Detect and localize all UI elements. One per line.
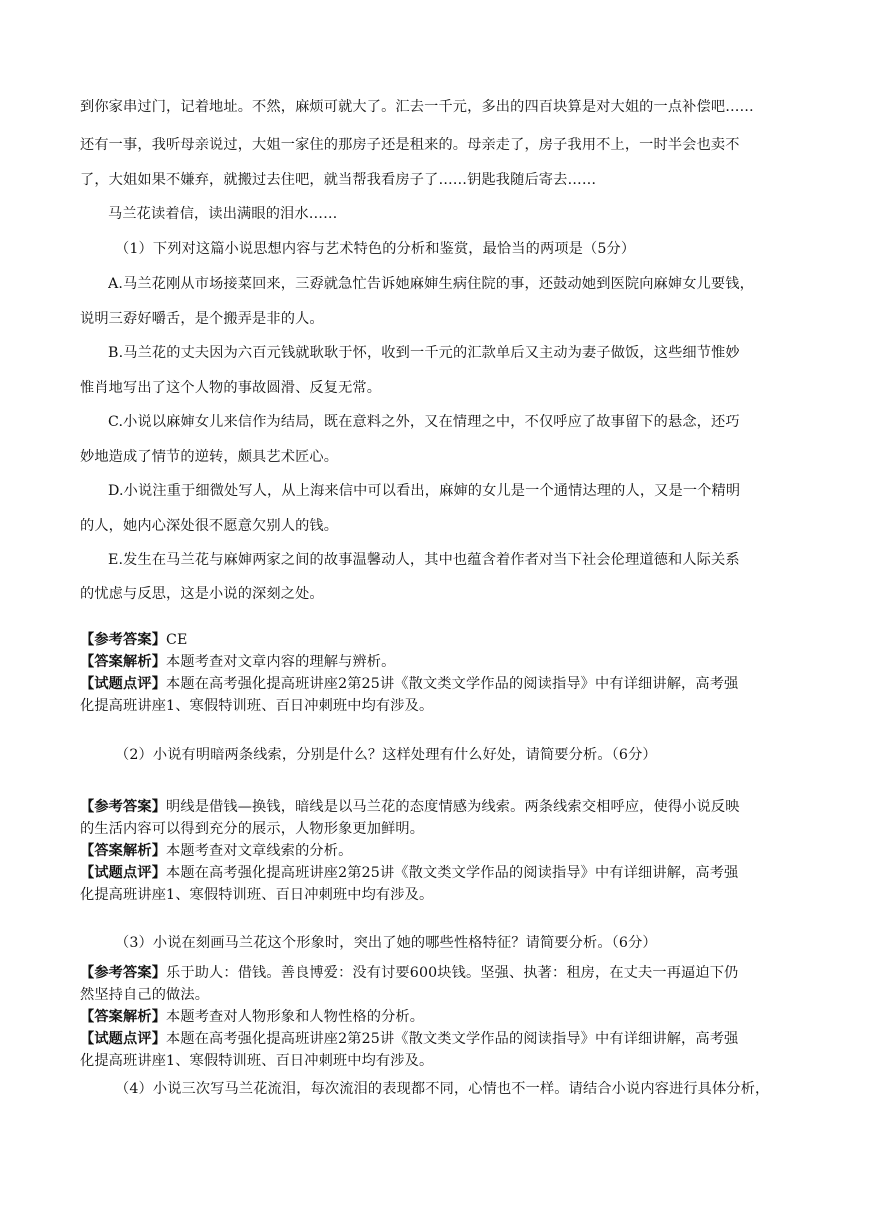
answer-tag: 【参考答案】 bbox=[80, 965, 167, 981]
option-b-line-1: B.马兰花的丈夫因为六百元钱就耿耿于怀，收到一千元的汇款单后又主动为妻子做饭，这些细节惟妙 bbox=[108, 345, 740, 361]
q1-comment bbox=[80, 674, 792, 694]
answer-text: CE bbox=[166, 632, 188, 648]
question-3-prompt: （3）小说在刻画马兰花这个形象时，突出了她的哪些性格特征？请简要分析。（6分） bbox=[115, 935, 657, 951]
analysis-tag: 【答案解析】 bbox=[80, 654, 167, 670]
q3-answer-cont: 然坚持自己的做法。 bbox=[80, 987, 210, 1003]
q2-analysis bbox=[80, 841, 792, 861]
comment-tag: 【试题点评】 bbox=[80, 676, 167, 692]
answer-text: 乐于助人：借钱。善良博爱：没有讨要600块钱。坚强、执著：租房，在丈夫一再逼迫下仍 bbox=[166, 965, 739, 981]
comment-text: 本题在高考强化提高班讲座2第25讲《散文类文学作品的阅读指导》中有详细讲解，高考强 bbox=[166, 865, 739, 881]
comment-tag: 【试题点评】 bbox=[80, 1031, 167, 1047]
analysis-text: 本题考查对文章内容的理解与辨析。 bbox=[166, 654, 396, 670]
question-1-prompt: （1）下列对这篇小说思想内容与艺术特色的分析和鉴赏，最恰当的两项是（5分） bbox=[115, 241, 636, 257]
q2-answer bbox=[80, 797, 792, 817]
question-2-prompt: （2）小说有明暗两条线索，分别是什么？这样处理有什么好处，请简要分析。（6分） bbox=[115, 747, 657, 763]
analysis-text: 本题考查对人物形象和人物性格的分析。 bbox=[166, 1009, 425, 1025]
q1-analysis bbox=[80, 652, 792, 672]
analysis-tag: 【答案解析】 bbox=[80, 843, 167, 859]
story-line: 还有一事，我听母亲说过，大姐一家住的那房子还是租来的。母亲走了，房子我用不上，一时半会也卖不 bbox=[80, 137, 740, 153]
option-c-line-1: C.小说以麻婶女儿来信作为结局，既在意料之外，又在情理之中，不仅呼应了故事留下的悬念，还巧 bbox=[108, 414, 740, 430]
comment-tag: 【试题点评】 bbox=[80, 865, 167, 881]
option-d-line-1: D.小说注重于细微处写人，从上海来信中可以看出，麻婶的女儿是一个通情达理的人，又是一个精明 bbox=[108, 483, 741, 499]
story-line: 了，大姐如果不嫌弃，就搬过去住吧，就当帮我看房子了……钥匙我随后寄去…… bbox=[80, 172, 597, 188]
question-4-prompt: （4）小说三次写马兰花流泪，每次流泪的表现都不同，心情也不一样。请结合小说内容进行具体分析， bbox=[115, 1081, 770, 1097]
answer-tag: 【参考答案】 bbox=[80, 632, 167, 648]
option-e-line-1: E.发生在马兰花与麻婶两家之间的故事温馨动人，其中也蕴含着作者对当下社会伦理道德和人际关系 bbox=[108, 552, 740, 568]
option-a-line-1: A.马兰花刚从市场接菜回来，三孬就急忙告诉她麻婶生病住院的事，还鼓动她到医院向麻婶女儿要钱， bbox=[108, 276, 754, 292]
story-line: 马兰花读着信，读出满眼的泪水…… bbox=[108, 206, 338, 222]
option-d-line-2: 的人，她内心深处很不愿意欠别人的钱。 bbox=[80, 518, 339, 534]
q1-comment-cont: 化提高班讲座1、寒假特训班、百日冲刺班中均有涉及。 bbox=[80, 698, 434, 714]
answer-text: 明线是借钱—换钱，暗线是以马兰花的态度情感为线索。两条线索交相呼应，使得小说反映 bbox=[166, 799, 740, 815]
q2-answer-cont: 的生活内容可以得到充分的展示，人物形象更加鲜明。 bbox=[80, 821, 425, 837]
answer-tag: 【参考答案】 bbox=[80, 799, 167, 815]
option-c-line-2: 妙地造成了情节的逆转，颇具艺术匠心。 bbox=[80, 449, 339, 465]
option-e-line-2: 的忧虑与反思，这是小说的深刻之处。 bbox=[80, 586, 324, 602]
q3-analysis bbox=[80, 1007, 792, 1027]
option-b-line-2: 惟肖地写出了这个人物的事故圆滑、反复无常。 bbox=[80, 380, 382, 396]
option-a-line-2: 说明三孬好嚼舌，是个搬弄是非的人。 bbox=[80, 311, 324, 327]
q3-comment bbox=[80, 1029, 792, 1049]
story-line: 到你家串过门，记着地址。不然，麻烦可就大了。汇去一千元，多出的四百块算是对大姐的一点补偿吧…… bbox=[80, 99, 754, 115]
q2-comment bbox=[80, 863, 792, 883]
comment-text: 本题在高考强化提高班讲座2第25讲《散文类文学作品的阅读指导》中有详细讲解，高考强 bbox=[166, 676, 739, 692]
comment-text: 本题在高考强化提高班讲座2第25讲《散文类文学作品的阅读指导》中有详细讲解，高考强 bbox=[166, 1031, 739, 1047]
analysis-text: 本题考查对文章线索的分析。 bbox=[166, 843, 353, 859]
q3-answer bbox=[80, 963, 792, 983]
analysis-tag: 【答案解析】 bbox=[80, 1009, 167, 1025]
q2-comment-cont: 化提高班讲座1、寒假特训班、百日冲刺班中均有涉及。 bbox=[80, 887, 434, 903]
q1-answer bbox=[80, 630, 792, 650]
q3-comment-cont: 化提高班讲座1、寒假特训班、百日冲刺班中均有涉及。 bbox=[80, 1053, 434, 1069]
